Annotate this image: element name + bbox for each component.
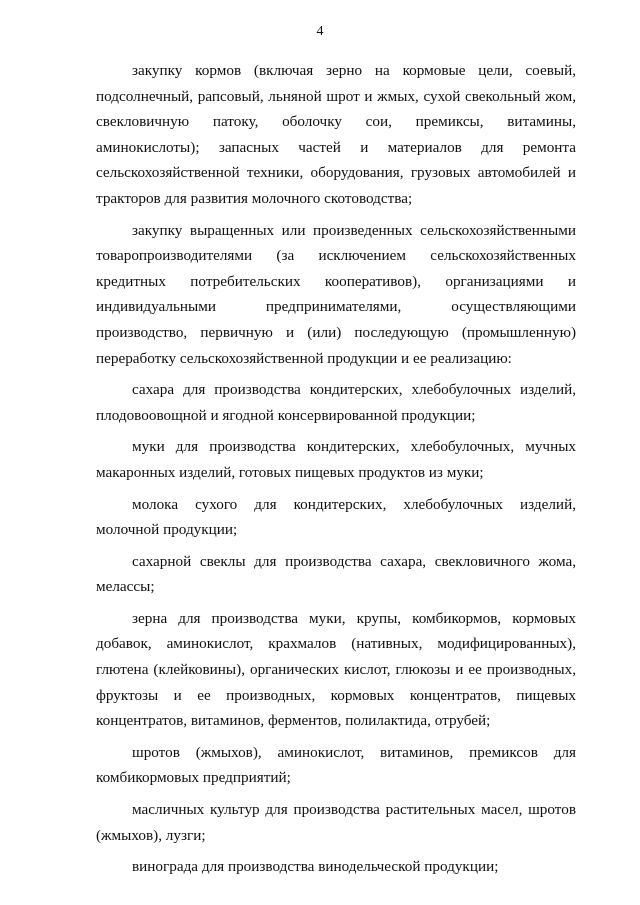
- paragraph-meal-cake: шротов (жмыхов), аминокислот, витаминов, премиксов для комбикормовых предприятий;: [96, 743, 576, 787]
- paragraph-agri-products-purchase: закупку выращенных или произведенных сельскохозяйственными товаропроизводителями (за исключением сельскохозяйственных кредитных потребительских кооперативов), организациями и индивидуальными предпринимателями, осуществляющими производство, первичную и (или) последующую (промышленную) переработку сельскохозяйственной продукции и ее реализацию:: [96, 221, 576, 367]
- paragraph-sugar-beet: сахарной свеклы для производства сахара, свекловичного жома, мелассы;: [96, 552, 576, 596]
- paragraph-grapes: винограда для производства винодельческой продукции;: [132, 858, 499, 876]
- paragraph-flour: муки для производства кондитерских, хлебобулочных, мучных макаронных изделий, готовых пищевых продуктов из муки;: [96, 438, 576, 481]
- paragraph-sugar: сахара для производства кондитерских, хлебобулочных изделий, плодовоовощной и ягодной консервированной продукции;: [96, 381, 576, 424]
- document-body: [96, 58, 576, 886]
- paragraph-feed-purchase: закупку кормов (включая зерно на кормовые цели, соевый, подсолнечный, рапсовый, льняной шрот и жмых, сухой свекольный жом, свекловичную патоку, оболочку сои, премиксы, витамины, аминокислоты); запасных частей и материалов для ремонта сельскохозяйственной техники, оборудования, грузовых автомобилей и тракторов для развития молочного скотоводства;: [96, 62, 576, 207]
- page-number: 4: [316, 24, 324, 39]
- paragraph-grain: зерна для производства муки, крупы, комбикормов, кормовых добавок, аминокислот, крахмалов (нативных, модифицированных), глютена (клейковины), органических кислот, глюкозы и ее производных, фруктозы и ее производных, кормовых концентратов, пищевых концентратов, витаминов, ферментов, полилактида, отрубей;: [96, 609, 576, 730]
- paragraph-dry-milk: молока сухого для кондитерских, хлебобулочных изделий, молочной продукции;: [96, 495, 576, 539]
- paragraph-oilseeds: масличных культур для производства растительных масел, шротов (жмыхов), лузги;: [96, 801, 576, 844]
